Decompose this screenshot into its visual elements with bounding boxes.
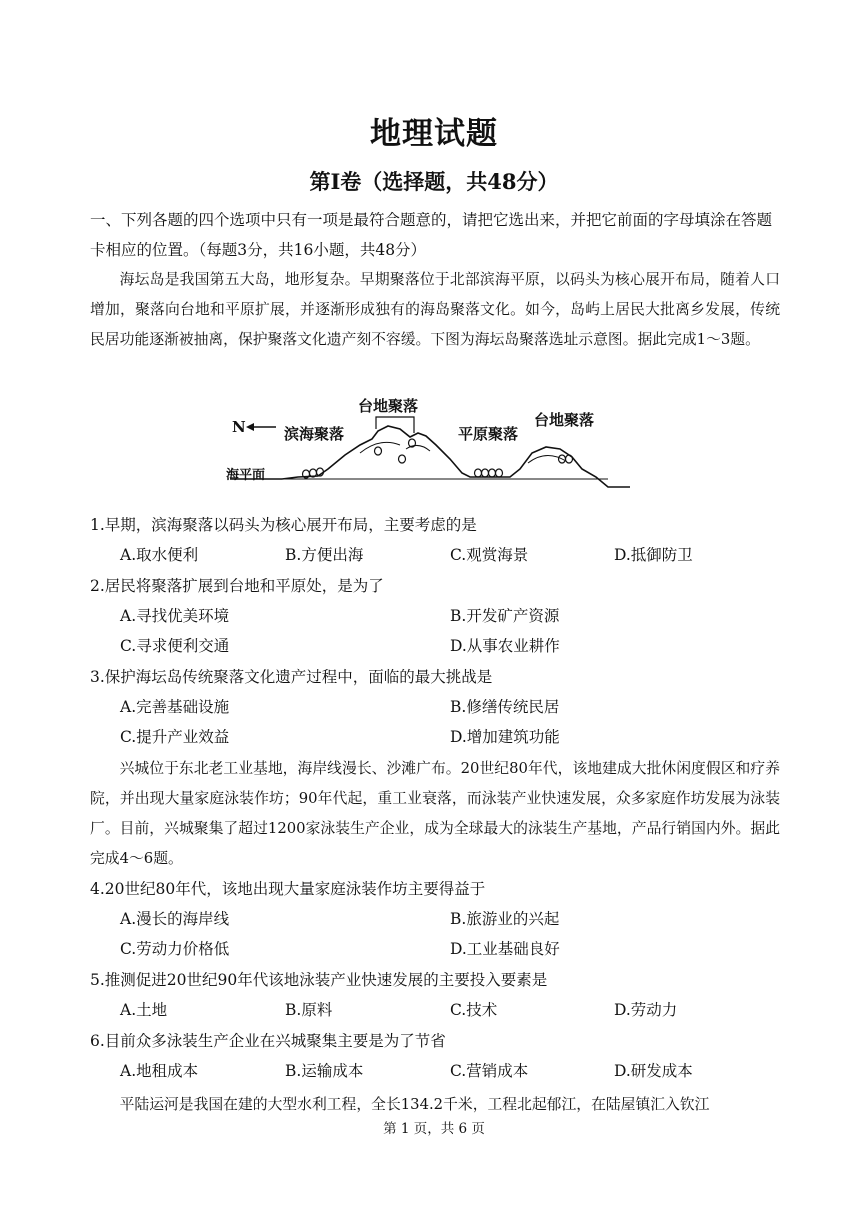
- q5-option-c[interactable]: C.技术: [450, 1001, 498, 1019]
- q5-option-b[interactable]: B.原料: [285, 1001, 333, 1019]
- q3-option-d[interactable]: D.增加建筑功能: [450, 728, 560, 746]
- q2-option-d[interactable]: D.从事农业耕作: [450, 637, 560, 655]
- q1-option-a[interactable]: A.取水便利: [120, 546, 199, 564]
- settlement-diagram-svg: [210, 393, 640, 503]
- q1-option-c[interactable]: C.观赏海景: [450, 546, 529, 564]
- label-sea-level: 海平面: [226, 468, 266, 483]
- q6-option-c[interactable]: C.营销成本: [450, 1062, 529, 1080]
- plain-houses: [475, 469, 503, 477]
- q2-option-b[interactable]: B.开发矿产资源: [450, 607, 560, 625]
- passage-2: 兴城位于东北老工业基地，海岸线漫长、沙滩广布。20世纪80年代，该地建成大批休闲度假区和疗养院，并出现大量家庭泳装作坊；90年代起，重工业衰落，而泳装产业快速发展，众多家庭作坊发展为泳装厂。目前，兴城聚集了超过1200家泳装生产企业，成为全球最大的泳装生产基地，产品行销国内外。据此完成4～6题。: [90, 760, 780, 867]
- passage-1: 海坛岛是我国第五大岛，地形复杂。早期聚落位于北部滨海平原，以码头为核心展开布局，随着人口增加，聚落向台地和平原扩展，并逐渐形成独有的海岛聚落文化。如今，岛屿上居民大批离乡发展，传统民居功能逐渐被抽离，保护聚落文化遗产刻不容缓。下图为海坛岛聚落选址示意图。据此完成1～3题。: [90, 271, 780, 348]
- settlement-diagram: [210, 393, 640, 507]
- q1-option-d[interactable]: D.抵御防卫: [614, 546, 693, 564]
- q5-option-a[interactable]: A.土地: [120, 1001, 168, 1019]
- instruction-text: 一、下列各题的四个选项中只有一项是最符合题意的，请把它选出来，并把它前面的字母填涂在答题卡相应的位置。（每题3分，共16小题，共48分）: [90, 211, 773, 259]
- q4-option-a[interactable]: A.漫长的海岸线: [120, 910, 230, 928]
- q6-option-a[interactable]: A.地租成本: [120, 1062, 199, 1080]
- hill-contour-3: [528, 455, 566, 463]
- question-1-stem: 1.早期，滨海聚落以码头为核心展开布局，主要考虑的是: [90, 516, 477, 534]
- question-5-stem: 5.推测促进20世纪90年代该地泳装产业快速发展的主要投入要素是: [90, 971, 548, 989]
- passage-3: 平陆运河是我国在建的大型水利工程，全长134.2千米，工程北起郁江，在陆屋镇汇入钦江: [119, 1096, 710, 1113]
- label-upland-settlement-2: 台地聚落: [534, 411, 595, 429]
- question-3-stem: 3.保护海坛岛传统聚落文化遗产过程中，面临的最大挑战是: [90, 668, 493, 686]
- q6-option-b[interactable]: B.运输成本: [285, 1062, 364, 1080]
- q1-option-b[interactable]: B.方便出海: [285, 546, 364, 564]
- q5-option-d[interactable]: D.劳动力: [614, 1001, 678, 1019]
- q4-option-d[interactable]: D.工业基础良好: [450, 940, 560, 958]
- q6-option-d[interactable]: D.研发成本: [614, 1062, 693, 1080]
- question-2-stem: 2.居民将聚落扩展到台地和平原处，是为了: [90, 577, 384, 595]
- label-coastal-settlement: 滨海聚落: [284, 425, 345, 443]
- section-subtitle: 第Ⅰ卷（选择题，共48分）: [309, 169, 559, 194]
- q3-option-a[interactable]: A.完善基础设施: [120, 698, 230, 716]
- page-title: 地理试题: [370, 116, 498, 152]
- upland-bracket: [376, 417, 414, 433]
- page-footer: 第 1 页，共 6 页: [383, 1121, 485, 1137]
- label-plain-settlement: 平原聚落: [458, 425, 519, 443]
- question-4-stem: 4.20世纪80年代，该地出现大量家庭泳装作坊主要得益于: [90, 880, 486, 898]
- q2-option-c[interactable]: C.寻求便利交通: [120, 637, 230, 655]
- q3-option-b[interactable]: B.修缮传统民居: [450, 698, 560, 716]
- q4-option-c[interactable]: C.劳动力价格低: [120, 940, 230, 958]
- question-6-stem: 6.目前众多泳装生产企业在兴城聚集主要是为了节省: [90, 1032, 446, 1050]
- north-label: N: [232, 418, 246, 436]
- q2-option-a[interactable]: A.寻找优美环境: [120, 607, 230, 625]
- q4-option-b[interactable]: B.旅游业的兴起: [450, 910, 560, 928]
- q3-option-c[interactable]: C.提升产业效益: [120, 728, 230, 746]
- north-arrow-head: [246, 423, 254, 431]
- label-upland-settlement-1: 台地聚落: [358, 397, 419, 415]
